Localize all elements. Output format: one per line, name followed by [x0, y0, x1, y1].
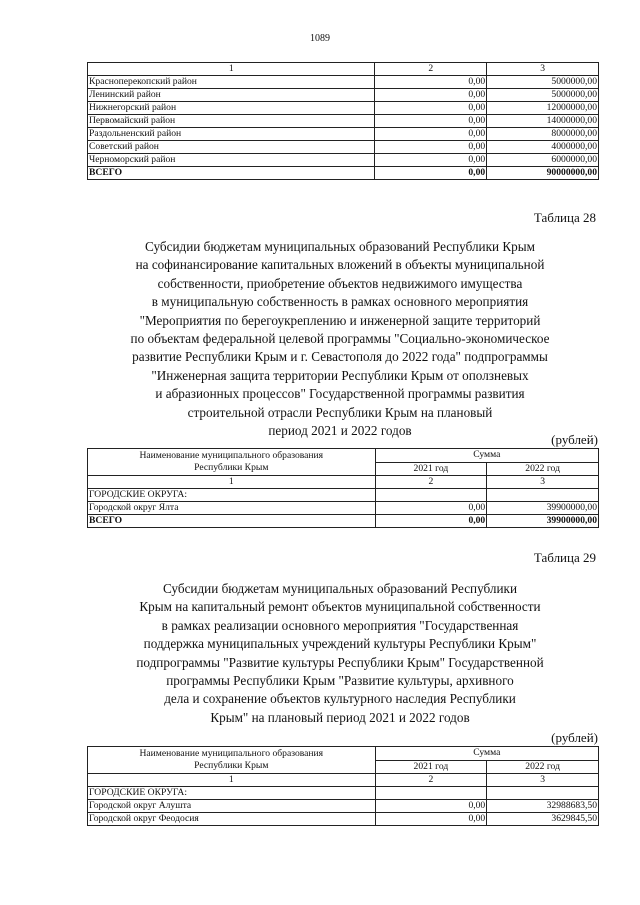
table-28-title: [60, 238, 620, 440]
table-29: [87, 746, 599, 826]
title-line: по объектам федеральной целевой программы "Социально-экономическое: [130, 331, 550, 347]
total-value-2022: 39900000,00: [487, 515, 599, 528]
table-row: [88, 813, 599, 826]
row-value-2021: 0,00: [375, 115, 487, 128]
row-value-2021: 0,00: [375, 154, 487, 167]
row-name: Городской округ Ялта: [88, 502, 376, 515]
row-value-2021: 0,00: [375, 76, 487, 89]
row-value-2022: 12000000,00: [487, 102, 599, 115]
header-year-2021: 2021 год: [375, 462, 487, 476]
row-name: Черноморский район: [88, 154, 375, 167]
row-value-2021: 0,00: [375, 800, 487, 813]
col-number: 2: [375, 774, 487, 787]
total-label: ВСЕГО: [88, 515, 376, 528]
header-year-2021: 2021 год: [375, 760, 487, 774]
table-28: [87, 448, 599, 528]
table-col-numbers: [88, 774, 599, 787]
row-value-2022: 14000000,00: [487, 115, 599, 128]
header-year-2022: 2022 год: [487, 760, 599, 774]
table-row: [88, 800, 599, 813]
title-line: строительной отрасли Республики Крым на плановый: [187, 404, 493, 420]
table-col-numbers: [88, 476, 599, 489]
table-28-caption: Таблица 28: [533, 210, 596, 225]
table-29-unit: (рублей): [551, 730, 598, 745]
row-name: Первомайский район: [88, 115, 375, 128]
table-row: [88, 502, 599, 515]
header-name: [88, 747, 376, 774]
total-row: [88, 515, 599, 528]
row-name: Раздольненский район: [88, 128, 375, 141]
header-sum: Сумма: [375, 449, 598, 463]
page-number: 1089: [310, 33, 330, 44]
title-line: развитие Республики Крым и г. Севастополя до 2022 года" подпрограммы: [132, 349, 548, 365]
title-line: на софинансирование капитальных вложений в объекты муниципальной: [135, 257, 545, 273]
row-value-2022: 6000000,00: [487, 154, 599, 167]
table-top: [87, 62, 599, 180]
row-name: Советский район: [88, 141, 375, 154]
row-name: Красноперекопский район: [88, 76, 375, 89]
title-line: Крым" на плановый период 2021 и 2022 годов: [210, 709, 470, 725]
table-row: [88, 154, 599, 167]
title-line: "Инженерная защита территории Республики Крым от оползневых: [151, 367, 529, 383]
header-year-2022: 2022 год: [487, 462, 599, 476]
total-value-2021: 0,00: [375, 167, 487, 180]
row-value-2021: 0,00: [375, 813, 487, 826]
table-row: [88, 102, 599, 115]
title-line: Субсидии бюджетам муниципальных образований Республики Крым: [145, 239, 535, 254]
section-row: [88, 489, 599, 502]
row-value-2021: 0,00: [375, 89, 487, 102]
total-value-2022: 90000000,00: [487, 167, 599, 180]
header-name-line: Наименование муниципального образования: [139, 450, 324, 461]
col-number: 3: [487, 774, 599, 787]
row-value-2022: 3629845,50: [487, 813, 599, 826]
col-number: 1: [88, 774, 376, 787]
title-line: период 2021 и 2022 годов: [268, 423, 412, 439]
header-name-line: Республики Крым: [194, 760, 269, 771]
title-line: Крым на капитальный ремонт объектов муниципальной собственности: [139, 599, 541, 615]
col-number: 2: [375, 476, 487, 489]
row-value-2022: 39900000,00: [487, 502, 599, 515]
table-row: [88, 115, 599, 128]
section-label: ГОРОДСКИЕ ОКРУГА:: [88, 787, 376, 800]
table-header-row: [88, 449, 599, 463]
title-line: в рамках реализации основного мероприятия "Государственная: [161, 617, 519, 633]
row-value-2021: 0,00: [375, 128, 487, 141]
header-name-line: Республики Крым: [194, 462, 269, 473]
row-value-2021: 0,00: [375, 102, 487, 115]
row-value-2022: 5000000,00: [487, 89, 599, 102]
total-label: ВСЕГО: [88, 167, 375, 180]
col-number: 3: [487, 476, 599, 489]
table-row: [88, 76, 599, 89]
table-header-row: [88, 747, 599, 761]
row-value-2022: 5000000,00: [487, 76, 599, 89]
row-value-2021: 0,00: [375, 141, 487, 154]
title-line: в муниципальную собственность в рамках основного мероприятия: [151, 294, 529, 310]
col-number: 1: [88, 63, 375, 76]
row-name: Городской округ Алушта: [88, 800, 376, 813]
row-name: Нижнегорский район: [88, 102, 375, 115]
row-value-2021: 0,00: [375, 502, 487, 515]
title-line: и абразионных процессов" Государственной программы развития: [155, 386, 525, 402]
table-28-unit: (рублей): [551, 432, 598, 447]
header-name: [88, 449, 376, 476]
section-label: ГОРОДСКИЕ ОКРУГА:: [88, 489, 376, 502]
table-col-numbers: [88, 63, 599, 76]
total-value-2021: 0,00: [375, 515, 487, 528]
row-value-2022: 8000000,00: [487, 128, 599, 141]
title-line: дела и сохранение объектов культурного наследия Республики: [164, 691, 516, 707]
table-29-title: [60, 580, 620, 727]
col-number: 3: [487, 63, 599, 76]
col-number: 1: [88, 476, 376, 489]
row-value-2022: 4000000,00: [487, 141, 599, 154]
table-row: [88, 141, 599, 154]
title-line: Субсидии бюджетам муниципальных образований Республики: [162, 581, 518, 596]
section-row: [88, 787, 599, 800]
total-row: [88, 167, 599, 180]
title-line: подпрограммы "Развитие культуры Республики Крым" Государственной: [136, 654, 544, 670]
table-row: [88, 128, 599, 141]
title-line: программы Республики Крым "Развитие культуры, архивного: [166, 673, 514, 689]
title-line: поддержка муниципальных учреждений культуры Республики Крым": [143, 636, 537, 652]
title-line: собственности, приобретение объектов недвижимого имущества: [157, 275, 523, 291]
col-number: 2: [375, 63, 487, 76]
row-name: Ленинский район: [88, 89, 375, 102]
header-sum: Сумма: [375, 747, 598, 761]
table-29-caption: Таблица 29: [533, 550, 596, 565]
row-value-2022: 32988683,50: [487, 800, 599, 813]
title-line: "Мероприятия по берегоукреплению и инженерной защите территорий: [139, 312, 541, 328]
header-name-line: Наименование муниципального образования: [139, 748, 324, 759]
table-row: [88, 89, 599, 102]
row-name: Городской округ Феодосия: [88, 813, 376, 826]
